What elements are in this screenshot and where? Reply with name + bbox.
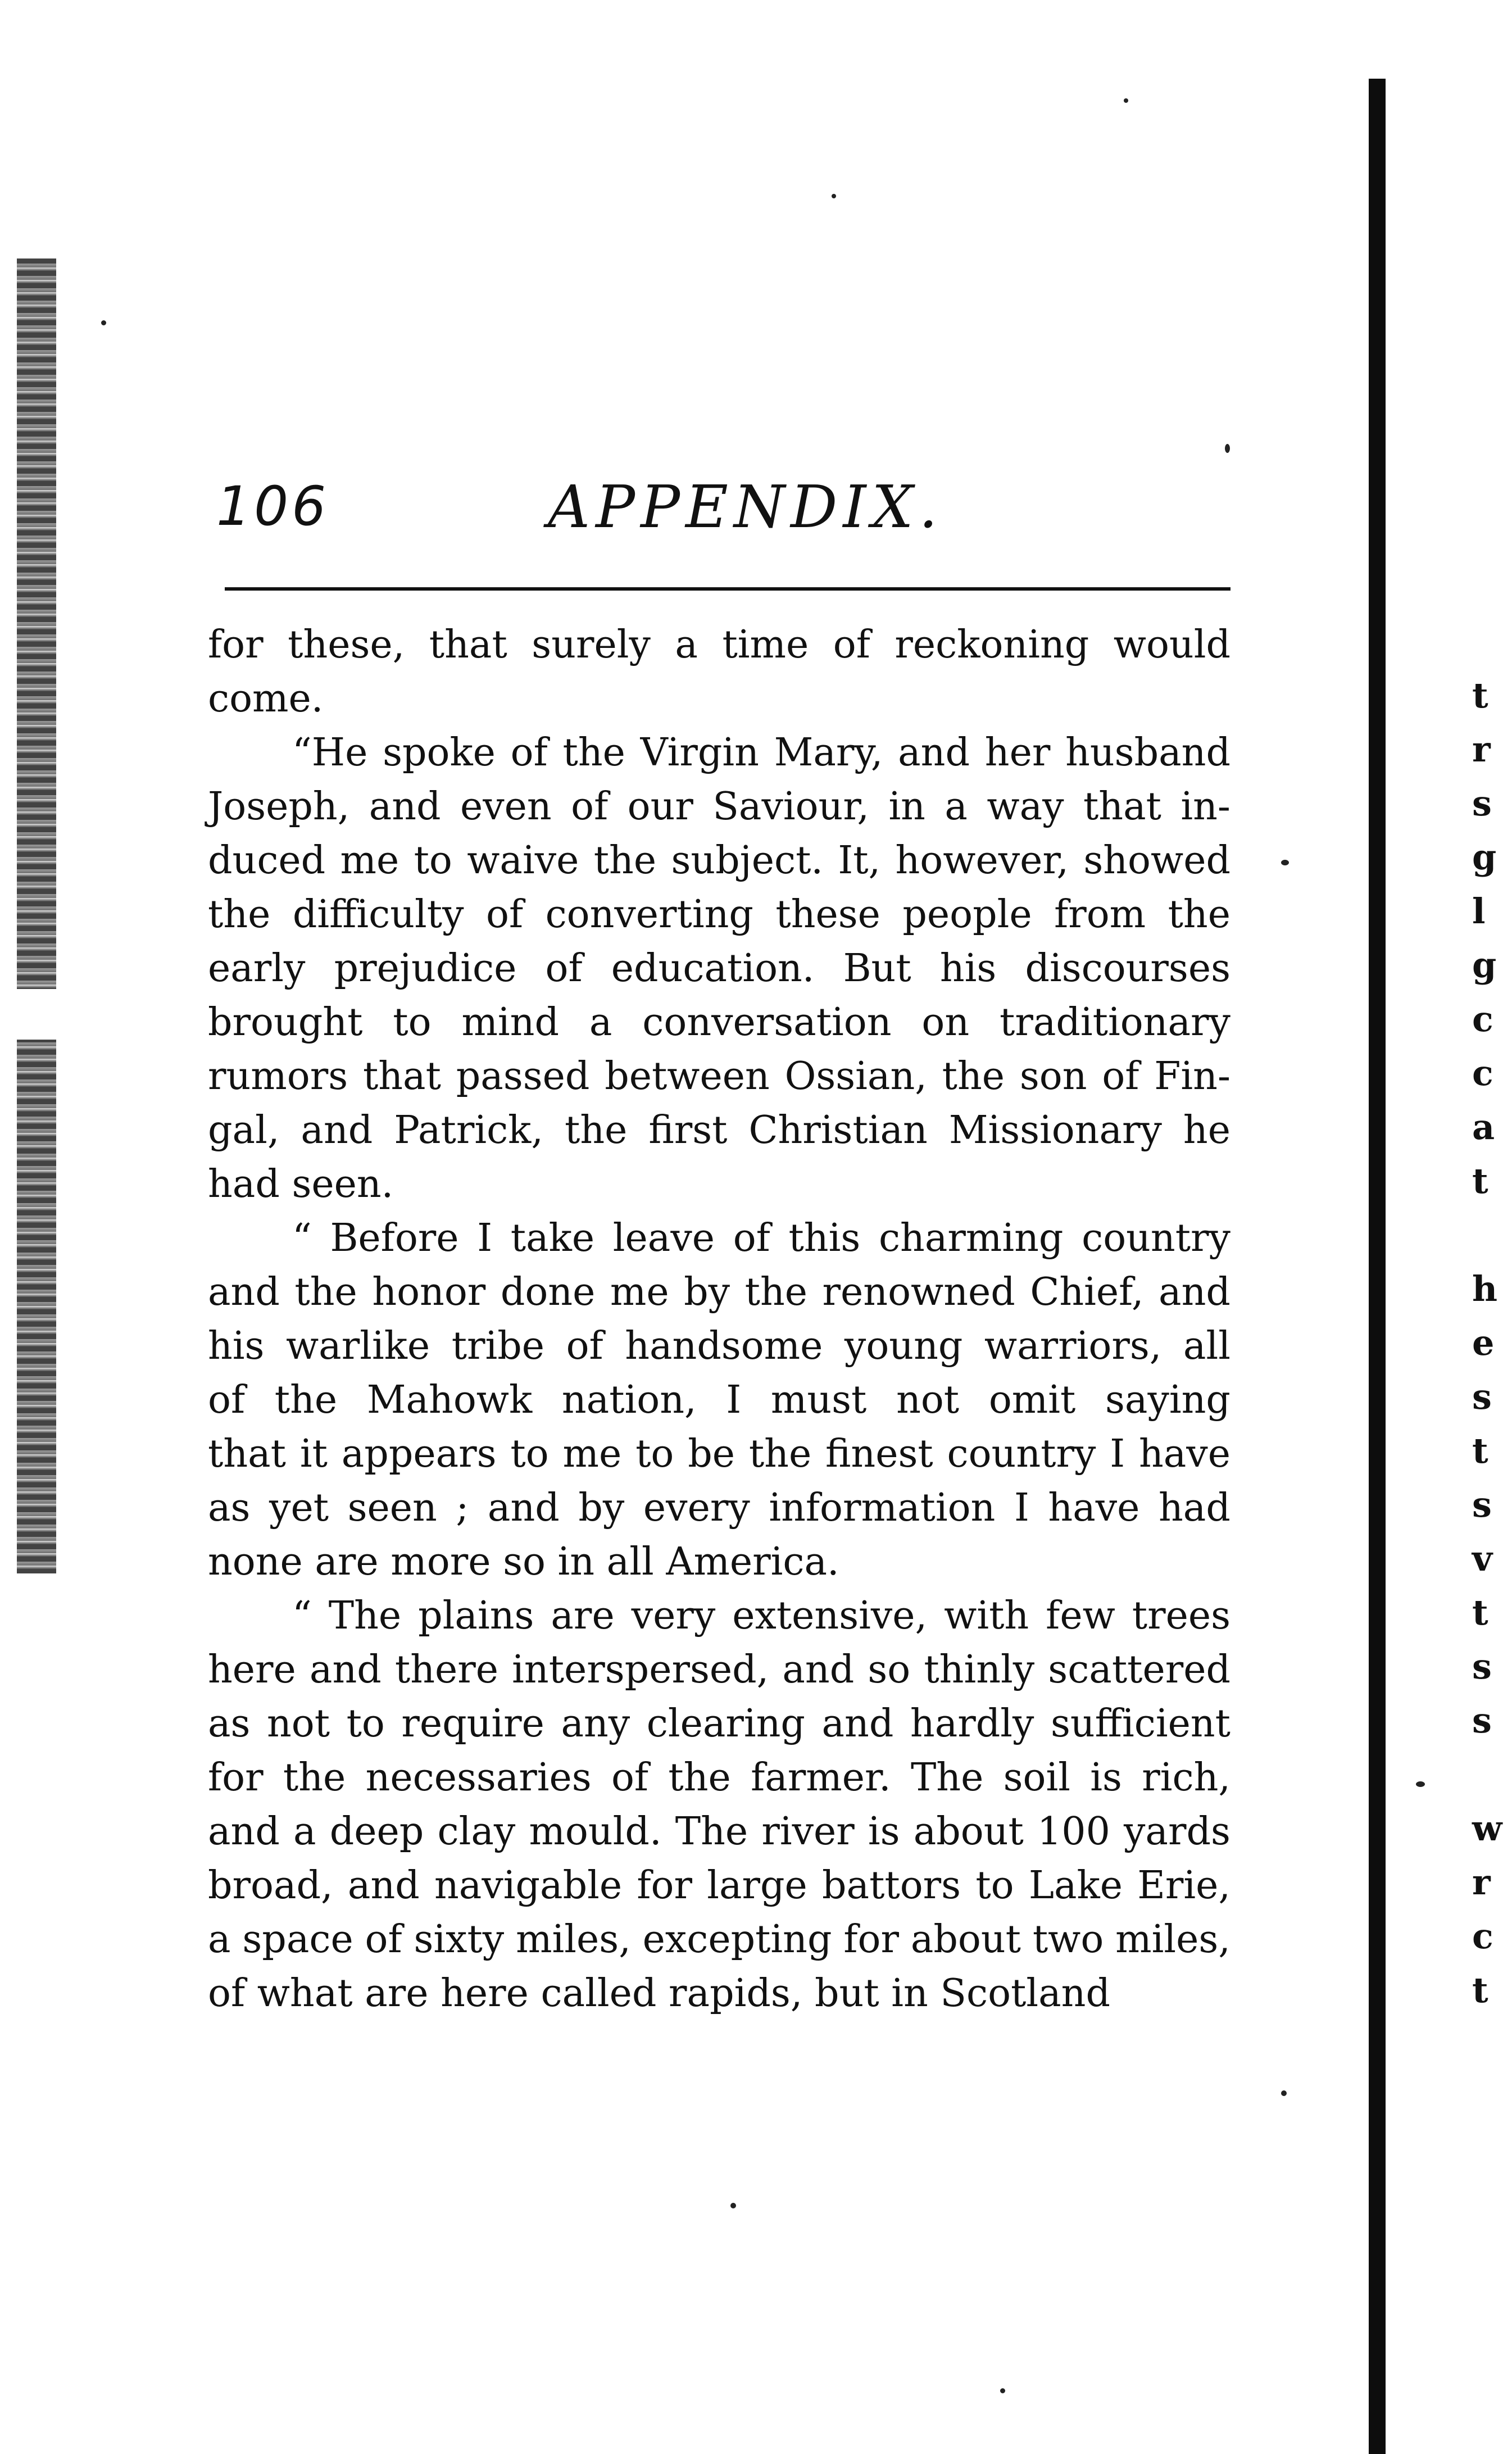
binding-edge	[17, 258, 56, 1573]
word: sixty	[414, 1917, 505, 1962]
word: with	[944, 1594, 1029, 1638]
word: two	[1032, 1917, 1104, 1962]
word: there	[394, 1648, 499, 1692]
word: waive	[467, 838, 579, 883]
word: a	[589, 1000, 612, 1045]
word: handsome	[625, 1324, 823, 1368]
edge-letter	[1472, 1748, 1506, 1802]
word: by	[578, 1486, 625, 1530]
word: omit	[988, 1378, 1076, 1422]
text-line	[208, 888, 1231, 942]
text-line	[208, 1697, 1231, 1751]
word: for	[843, 1917, 899, 1962]
word: his	[939, 946, 997, 991]
text-line	[208, 1751, 1231, 1805]
word: husband	[1065, 731, 1231, 775]
word: that	[1083, 784, 1161, 829]
word: is	[868, 1809, 900, 1854]
word: deep	[329, 1809, 424, 1854]
word: not	[896, 1378, 960, 1422]
word: Patrick,	[394, 1108, 544, 1153]
word: country	[947, 1432, 1096, 1476]
word: But	[843, 946, 911, 991]
header-rule	[225, 587, 1231, 591]
text-line	[208, 1050, 1231, 1104]
word: seen	[347, 1486, 437, 1530]
word: to	[635, 1432, 674, 1476]
word: Chief,	[1030, 1270, 1144, 1314]
word: honor	[372, 1270, 486, 1314]
word: our	[627, 784, 693, 829]
word: Mary,	[774, 731, 883, 775]
word: of	[566, 1324, 603, 1368]
word: Christian	[748, 1108, 928, 1153]
word: Joseph,	[208, 784, 350, 829]
word: people	[902, 892, 1032, 937]
text-line	[208, 1913, 1231, 1967]
word: space	[242, 1917, 353, 1962]
text-line: of what are here called rapids, but in Scotland	[208, 1971, 1110, 2016]
word: Erie,	[1137, 1863, 1231, 1908]
word: saying	[1105, 1378, 1231, 1422]
text-line	[208, 1427, 1231, 1481]
word: battors	[822, 1863, 961, 1908]
word: me	[340, 838, 399, 883]
word: and	[309, 1648, 382, 1692]
word: The	[675, 1809, 748, 1854]
word: and	[1159, 1270, 1231, 1314]
word: he	[1183, 1108, 1231, 1153]
text-line	[208, 1859, 1231, 1913]
word: few	[1046, 1594, 1115, 1638]
word: have	[1048, 1486, 1140, 1530]
word: appears	[341, 1432, 497, 1476]
scan-speck	[730, 2203, 736, 2208]
word: and	[301, 1108, 373, 1153]
word: very	[631, 1594, 716, 1638]
word: to	[510, 1432, 549, 1476]
word: so	[868, 1648, 911, 1692]
text-line: none are more so in all America.	[208, 1540, 839, 1584]
word: about	[913, 1809, 1024, 1854]
word: as	[208, 1486, 251, 1530]
word: Fin-	[1154, 1054, 1231, 1099]
word: for	[208, 1756, 264, 1800]
edge-letter	[1472, 1208, 1506, 1262]
word: that	[362, 1054, 441, 1099]
word: had	[1159, 1486, 1231, 1530]
word: be	[688, 1432, 735, 1476]
word: I	[726, 1378, 742, 1422]
text-line	[208, 942, 1231, 996]
word: young	[844, 1324, 963, 1368]
text-line	[208, 996, 1231, 1050]
word: warlike	[285, 1324, 430, 1368]
word: these,	[288, 623, 405, 667]
word: the	[294, 1270, 357, 1314]
word: duced	[208, 838, 326, 883]
word: on	[921, 1000, 970, 1045]
word: the	[668, 1756, 731, 1800]
word: leave	[612, 1216, 715, 1260]
word: is	[1090, 1756, 1122, 1800]
text-line	[208, 1104, 1231, 1158]
word: for	[637, 1863, 692, 1908]
text-line	[208, 1643, 1231, 1697]
word: about	[910, 1917, 1021, 1962]
edge-letter: s	[1472, 1646, 1492, 1687]
word: 100	[1037, 1809, 1110, 1854]
word: a	[293, 1809, 316, 1854]
text-line	[208, 1373, 1231, 1427]
word: reckoning	[895, 623, 1089, 667]
word: the	[208, 892, 271, 937]
word: large	[707, 1863, 807, 1908]
word: “	[292, 1594, 312, 1638]
word: as	[208, 1702, 251, 1746]
word: The	[910, 1756, 984, 1800]
word: soil	[1003, 1756, 1070, 1800]
scan-speck	[1225, 444, 1230, 453]
word: son	[1019, 1054, 1087, 1099]
text-line	[208, 1589, 1231, 1643]
word: scattered	[1048, 1648, 1231, 1692]
word: “He	[292, 731, 368, 775]
edge-letter: g	[1472, 837, 1497, 878]
word: her	[984, 731, 1051, 775]
edge-letter: c	[1472, 1053, 1493, 1094]
text-line	[208, 618, 1231, 672]
edge-letter: h	[1472, 1268, 1498, 1309]
word: first	[648, 1108, 728, 1153]
word: navigable	[434, 1863, 623, 1908]
word: mould.	[529, 1809, 662, 1854]
word: subject.	[671, 838, 824, 883]
text-line	[208, 1319, 1231, 1373]
edge-letter: a	[1472, 1106, 1495, 1147]
word: Ossian,	[784, 1054, 927, 1099]
word: done	[500, 1270, 596, 1314]
edge-letter: w	[1472, 1808, 1502, 1849]
word: however,	[895, 838, 1069, 883]
word: converting	[545, 892, 753, 937]
word: of	[833, 623, 870, 667]
word: clay	[437, 1809, 516, 1854]
word: to	[975, 1863, 1014, 1908]
word: any	[561, 1702, 630, 1746]
word: would	[1113, 623, 1231, 667]
word: the	[744, 1270, 807, 1314]
word: and	[487, 1486, 560, 1530]
word: showed	[1083, 838, 1231, 883]
word: and	[898, 731, 970, 775]
gutter-shadow	[1369, 79, 1386, 2454]
scan-speck	[832, 194, 836, 198]
text-line	[208, 780, 1231, 834]
word: to	[414, 838, 452, 883]
word: trees	[1132, 1594, 1231, 1638]
word: time	[722, 623, 809, 667]
word: finest	[825, 1432, 933, 1476]
edge-letter: t	[1472, 1970, 1488, 2011]
word: a	[208, 1917, 231, 1962]
body-text	[208, 618, 1231, 2021]
word: Mahowk	[366, 1378, 533, 1422]
text-line	[208, 834, 1231, 888]
text-line	[208, 1805, 1231, 1859]
word: discourses	[1025, 946, 1231, 991]
edge-letter: g	[1472, 945, 1497, 986]
word: spoke	[383, 731, 496, 775]
scan-speck	[1000, 2388, 1005, 2393]
word: these	[775, 892, 880, 937]
edge-letter: s	[1472, 1376, 1492, 1417]
word: surely	[532, 623, 651, 667]
word: clearing	[646, 1702, 805, 1746]
word: take	[510, 1216, 595, 1260]
word: Virgin	[640, 731, 759, 775]
word: necessaries	[365, 1756, 592, 1800]
word: plains	[418, 1594, 534, 1638]
word: miles,	[1115, 1917, 1231, 1962]
word: way	[987, 784, 1064, 829]
word: Before	[330, 1216, 459, 1260]
word: of	[486, 892, 524, 937]
word: of	[1102, 1054, 1139, 1099]
word: “	[292, 1216, 312, 1260]
edge-letter: t	[1472, 675, 1488, 716]
word: warriors,	[984, 1324, 1162, 1368]
scan-speck	[1416, 1781, 1425, 1787]
word: of	[510, 731, 548, 775]
word: gal,	[208, 1108, 280, 1153]
edge-letter: t	[1472, 1592, 1488, 1633]
text-line	[208, 1265, 1231, 1319]
word: of	[545, 946, 583, 991]
word: from	[1054, 892, 1146, 937]
word: charming	[878, 1216, 1064, 1260]
word: renowned	[822, 1270, 1015, 1314]
word: the	[562, 731, 625, 775]
word: the	[274, 1378, 338, 1422]
word: for	[208, 623, 264, 667]
word: not	[266, 1702, 330, 1746]
edge-letter: t	[1472, 1160, 1488, 1201]
edge-letter: r	[1472, 729, 1491, 770]
text-line: come.	[208, 677, 324, 721]
word: difficulty	[292, 892, 464, 937]
word: have	[1138, 1432, 1231, 1476]
word: all	[1183, 1324, 1231, 1368]
scan-speck	[1124, 98, 1128, 103]
word: the	[748, 1432, 812, 1476]
word: that	[429, 623, 507, 667]
word: education.	[611, 946, 815, 991]
text-line	[208, 1481, 1231, 1535]
running-head: APPENDIX.	[548, 473, 943, 541]
page-header	[216, 475, 1228, 559]
word: traditionary	[1000, 1000, 1231, 1045]
word: mind	[461, 1000, 559, 1045]
edge-letter: s	[1472, 1700, 1492, 1741]
word: and	[782, 1648, 855, 1692]
word: miles,	[516, 1917, 631, 1962]
edge-letter: c	[1472, 1916, 1493, 1957]
word: of	[733, 1216, 770, 1260]
word: the	[1168, 892, 1231, 937]
word: of	[611, 1756, 649, 1800]
word: I	[1110, 1432, 1125, 1476]
edge-letter: r	[1472, 1862, 1491, 1903]
scan-speck	[1281, 860, 1289, 865]
word: me	[610, 1270, 669, 1314]
word: country	[1082, 1216, 1231, 1260]
word: rumors	[208, 1054, 348, 1099]
scan-speck	[101, 320, 106, 325]
word: every	[643, 1486, 750, 1530]
edge-letter: v	[1472, 1538, 1493, 1579]
word: even	[460, 784, 552, 829]
word: interspersed,	[512, 1648, 769, 1692]
page-number: 106	[216, 475, 330, 538]
word: in	[888, 784, 925, 829]
word: a	[945, 784, 968, 829]
word: early	[208, 946, 306, 991]
word: to	[393, 1000, 432, 1045]
word: brought	[208, 1000, 363, 1045]
word: sufficient	[1050, 1702, 1231, 1746]
word: the	[565, 1108, 628, 1153]
word: that	[208, 1432, 286, 1476]
word: I	[1014, 1486, 1029, 1530]
word: must	[770, 1378, 867, 1422]
word: require	[401, 1702, 544, 1746]
word: Missionary	[948, 1108, 1162, 1153]
word: hardly	[910, 1702, 1034, 1746]
binding-gap	[17, 989, 56, 1040]
word: Lake	[1028, 1863, 1123, 1908]
word: river	[761, 1809, 855, 1854]
word: extensive,	[732, 1594, 928, 1638]
word: it	[299, 1432, 328, 1476]
word: It,	[838, 838, 881, 883]
word: prejudice	[334, 946, 517, 991]
word: ;	[456, 1486, 469, 1530]
word: and	[208, 1809, 280, 1854]
edge-letter: l	[1472, 891, 1486, 932]
word: Saviour,	[712, 784, 870, 829]
word: here	[208, 1648, 296, 1692]
word: the	[283, 1756, 346, 1800]
word: and	[369, 784, 441, 829]
word: to	[346, 1702, 385, 1746]
text-line	[208, 1212, 1231, 1265]
word: yet	[269, 1486, 329, 1530]
word: me	[562, 1432, 622, 1476]
word: are	[551, 1594, 615, 1638]
scan-speck	[1281, 2090, 1287, 2096]
word: broad,	[208, 1863, 333, 1908]
word: yards	[1124, 1809, 1231, 1854]
word: information	[769, 1486, 996, 1530]
word: The	[328, 1594, 402, 1638]
edge-letter: s	[1472, 783, 1492, 824]
word: excepting	[642, 1917, 832, 1962]
edge-letter: c	[1472, 999, 1493, 1040]
word: of	[571, 784, 609, 829]
word: tribe	[451, 1324, 545, 1368]
word: a	[675, 623, 698, 667]
word: of	[365, 1917, 402, 1962]
edge-letter: e	[1472, 1322, 1495, 1363]
word: in-	[1180, 784, 1231, 829]
edge-letter: s	[1472, 1484, 1492, 1525]
text-line: had seen.	[208, 1162, 394, 1206]
word: this	[788, 1216, 861, 1260]
word: conversation	[642, 1000, 892, 1045]
word: and	[208, 1270, 280, 1314]
word: of	[208, 1378, 246, 1422]
word: farmer.	[751, 1756, 891, 1800]
word: I	[477, 1216, 493, 1260]
facing-page-edge	[1472, 669, 1506, 2017]
edge-letter: t	[1472, 1430, 1488, 1471]
word: rich,	[1142, 1756, 1231, 1800]
word: passed	[456, 1054, 590, 1099]
word: between	[605, 1054, 770, 1099]
word: the	[593, 838, 657, 883]
word: the	[942, 1054, 1005, 1099]
word: and	[347, 1863, 420, 1908]
word: thinly	[924, 1648, 1035, 1692]
word: nation,	[561, 1378, 697, 1422]
word: his	[208, 1324, 265, 1368]
word: and	[821, 1702, 894, 1746]
text-line	[208, 726, 1231, 780]
word: by	[684, 1270, 730, 1314]
